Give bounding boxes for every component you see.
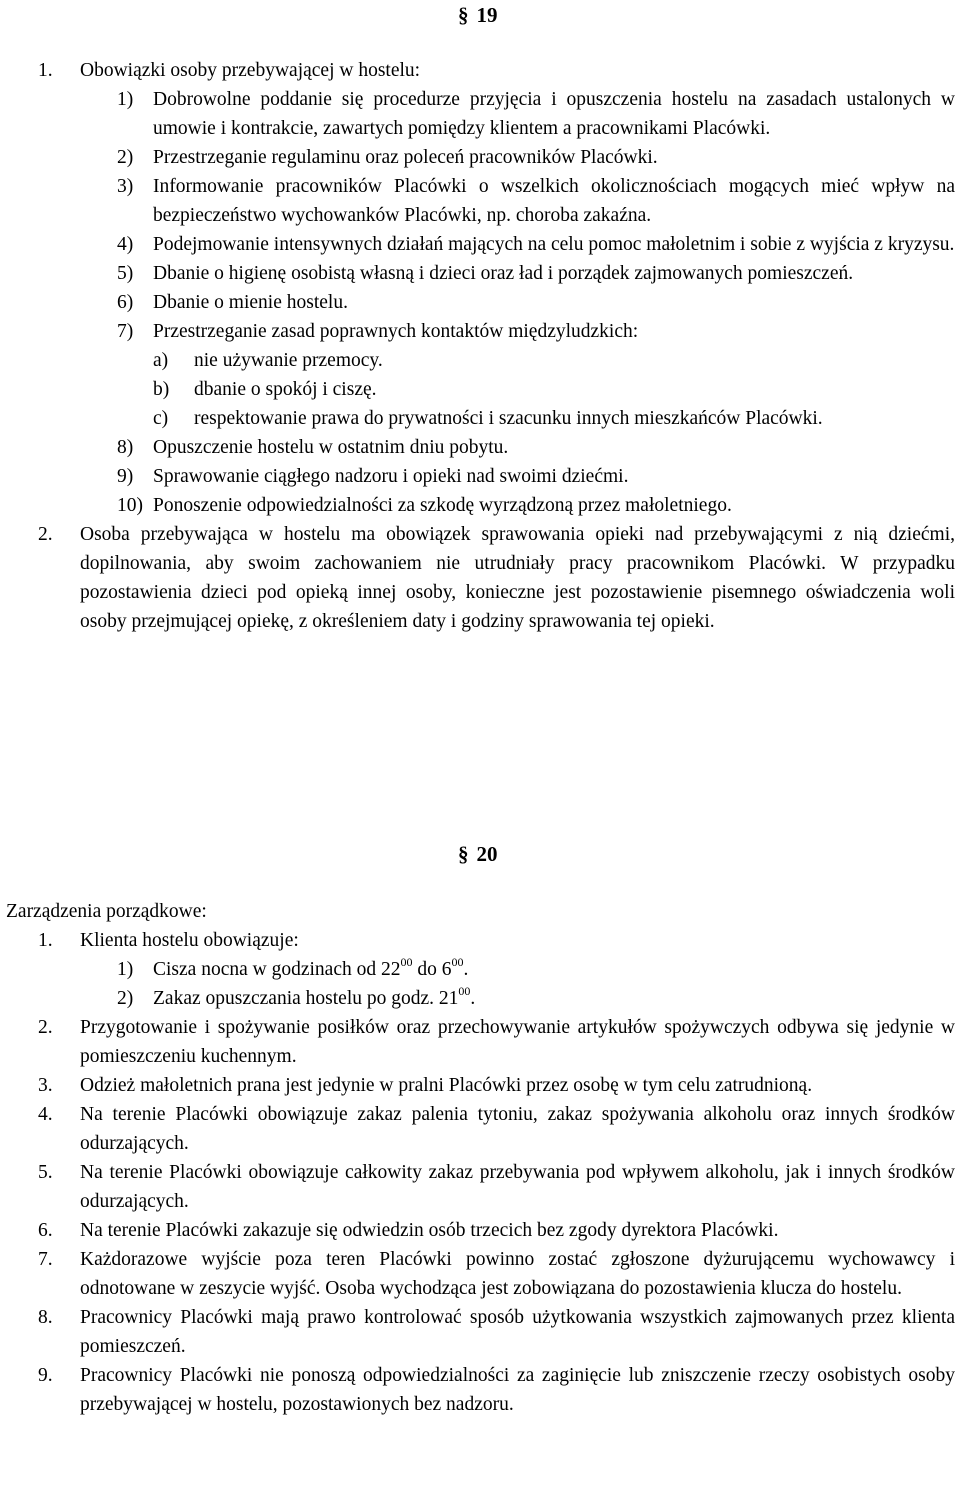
item-number: 7) — [117, 321, 134, 342]
item-number: 1) — [117, 89, 134, 110]
item-number: 9) — [117, 466, 134, 487]
item-text: Na terenie Placówki obowiązuje całkowity zakaz przebywania pod wpływem alkoholu, jak i innych środków odurzających. — [80, 1162, 955, 1212]
item-text: Przygotowanie i spożywanie posiłków oraz przechowywanie artykułów spożywczych odbywa się jedynie w pomieszczeniu kuchennym. — [80, 1017, 955, 1067]
sub-sub-list-item — [0, 375, 955, 404]
item-text: Przestrzeganie regulaminu oraz poleceń pracowników Placówki. — [153, 147, 658, 168]
section-symbol: § — [458, 842, 469, 866]
sub-list-item — [0, 172, 955, 230]
list-item — [0, 1216, 955, 1245]
item-number: 8) — [117, 437, 134, 458]
list-item — [0, 1071, 955, 1100]
item-text: Cisza nocna w godzinach od $22^{00}$ do $6^{00}$. — [153, 954, 469, 980]
item-text: Opuszczenie hostelu w ostatnim dniu pobytu. — [153, 437, 509, 458]
intro-text: Zarządzenia porządkowe: — [6, 901, 207, 922]
section-19-body — [0, 56, 960, 636]
section-20-body — [0, 897, 960, 1419]
item-text: respektowanie prawa do prywatności i szacunku innych mieszkańców Placówki. — [194, 408, 823, 429]
list-item — [0, 56, 955, 85]
item-text: Ponoszenie odpowiedzialności za szkodę wyrządzoną przez małoletniego. — [153, 495, 732, 516]
item-text: Przestrzeganie zasad poprawnych kontaktów międzyludzkich: — [153, 321, 639, 342]
item-number: 1. — [38, 60, 53, 81]
item-text: Podejmowanie intensywnych działań mających na celu pomoc małoletnim i sobie z wyjścia z kryzysu. — [153, 234, 955, 255]
item-number: 1. — [38, 930, 53, 951]
item-number: 6) — [117, 292, 134, 313]
item-number: 2. — [38, 1017, 53, 1038]
item-text: dbanie o spokój i ciszę. — [194, 379, 377, 400]
item-text: Każdorazowe wyjście poza teren Placówki powinno zostać zgłoszone dyżurującemu wychowawcy i odnotowane w zeszycie wyjść. Osoba wychodząca jest zobowiązana do pozostawienia klucza do hostelu. — [80, 1249, 955, 1299]
section-number: 19 — [476, 3, 498, 27]
item-number: 10) — [117, 495, 143, 516]
item-number: 6. — [38, 1220, 53, 1241]
section-intro — [0, 897, 955, 926]
item-number: 2) — [117, 988, 134, 1009]
sub-sub-list-item — [0, 404, 955, 433]
item-number: 7. — [38, 1249, 53, 1270]
item-number: 8. — [38, 1307, 53, 1328]
list-item — [0, 1100, 955, 1158]
item-number: 2. — [38, 524, 53, 545]
sub-sub-list-item — [0, 346, 955, 375]
item-text: Pracownicy Placówki mają prawo kontrolować sposób użytkowania wszystkich zajmowanych przez klienta pomieszczeń. — [80, 1307, 955, 1357]
sub-list-item — [0, 230, 955, 259]
item-text: Klienta hostelu obowiązuje: — [80, 930, 299, 951]
item-text: Dobrowolne poddanie się procedurze przyjęcia i opuszczenia hostelu na zasadach ustalonych w umowie i kontrakcie, zawartych pomiędzy klientem a pracownikami Placówki. — [153, 89, 955, 139]
superscript: 00 — [400, 954, 413, 969]
sub-list-item — [0, 317, 955, 346]
sub-list-item — [0, 955, 955, 984]
item-text: Dbanie o mienie hostelu. — [153, 292, 348, 313]
sub-list-item — [0, 984, 955, 1013]
item-letter: b) — [153, 379, 170, 400]
sub-list-item — [0, 288, 955, 317]
item-text: Dbanie o higienę osobistą własną i dzieci oraz ład i porządek zajmowanych pomieszczeń. — [153, 263, 854, 284]
item-number: 5. — [38, 1162, 53, 1183]
item-text: nie używanie przemocy. — [194, 350, 383, 371]
sub-list-item — [0, 462, 955, 491]
item-number: 3. — [38, 1075, 53, 1096]
item-text: Odzież małoletnich prana jest jedynie w pralni Placówki przez osobę w tym celu zatrudnioną. — [80, 1075, 813, 1096]
section-symbol: § — [458, 3, 469, 27]
item-number: 9. — [38, 1365, 53, 1386]
list-item — [0, 1013, 955, 1071]
superscript: 00 — [458, 983, 471, 998]
sub-list-item — [0, 143, 955, 172]
item-text: Na terenie Placówki zakazuje się odwiedzin osób trzecich bez zgody dyrektora Placówki. — [80, 1220, 779, 1241]
item-number: 1) — [117, 959, 134, 980]
list-item — [0, 1361, 955, 1419]
item-text: Sprawowanie ciągłego nadzoru i opieki nad swoimi dziećmi. — [153, 466, 629, 487]
item-text: Zakaz opuszczania hostelu po godz. $21^{00}$. — [153, 983, 476, 1009]
item-letter: a) — [153, 350, 169, 371]
list-item — [0, 1158, 955, 1216]
section-number: 20 — [476, 842, 498, 866]
item-letter: c) — [153, 408, 169, 429]
item-number: 4. — [38, 1104, 53, 1125]
sub-list-item — [0, 259, 955, 288]
sub-list-item — [0, 85, 955, 143]
item-text: Na terenie Placówki obowiązuje zakaz palenia tytoniu, zakaz spożywania alkoholu oraz innych środków odurzających. — [80, 1104, 955, 1154]
item-text: Informowanie pracowników Placówki o wszelkich okolicznościach mogących mieć wpływ na bezpieczeństwo wychowanków Placówki, np. choroba zakaźna. — [153, 176, 955, 226]
list-item — [0, 520, 955, 636]
list-item — [0, 1303, 955, 1361]
item-text: Obowiązki osoby przebywającej w hostelu: — [80, 60, 421, 81]
item-text: Pracownicy Placówki nie ponoszą odpowiedzialności za zaginięcie lub zniszczenie rzeczy osobistych osoby przebywającej w hostelu, pozostawionych bez nadzoru. — [80, 1365, 955, 1415]
item-number: 4) — [117, 234, 134, 255]
item-text: Osoba przebywająca w hostelu ma obowiązek sprawowania opieki nad przebywającymi z nią dziećmi, dopilnowania, aby swoim zachowaniem nie utrudniały pracy pracownikom Placówki. W przypadku pozostawienia dzieci pod opieką innej osoby, konieczne jest pozostawienie pisemnego oświadczenia woli osoby przejmującej opiekę, z określeniem daty i godziny sprawowania tej opieki. — [80, 524, 955, 632]
sub-list-item — [0, 433, 955, 462]
sub-list-item — [0, 491, 955, 520]
list-item — [0, 926, 955, 955]
item-number: 2) — [117, 147, 134, 168]
item-number: 3) — [117, 176, 134, 197]
superscript: 00 — [451, 954, 464, 969]
list-item — [0, 1245, 955, 1303]
item-number: 5) — [117, 263, 134, 284]
